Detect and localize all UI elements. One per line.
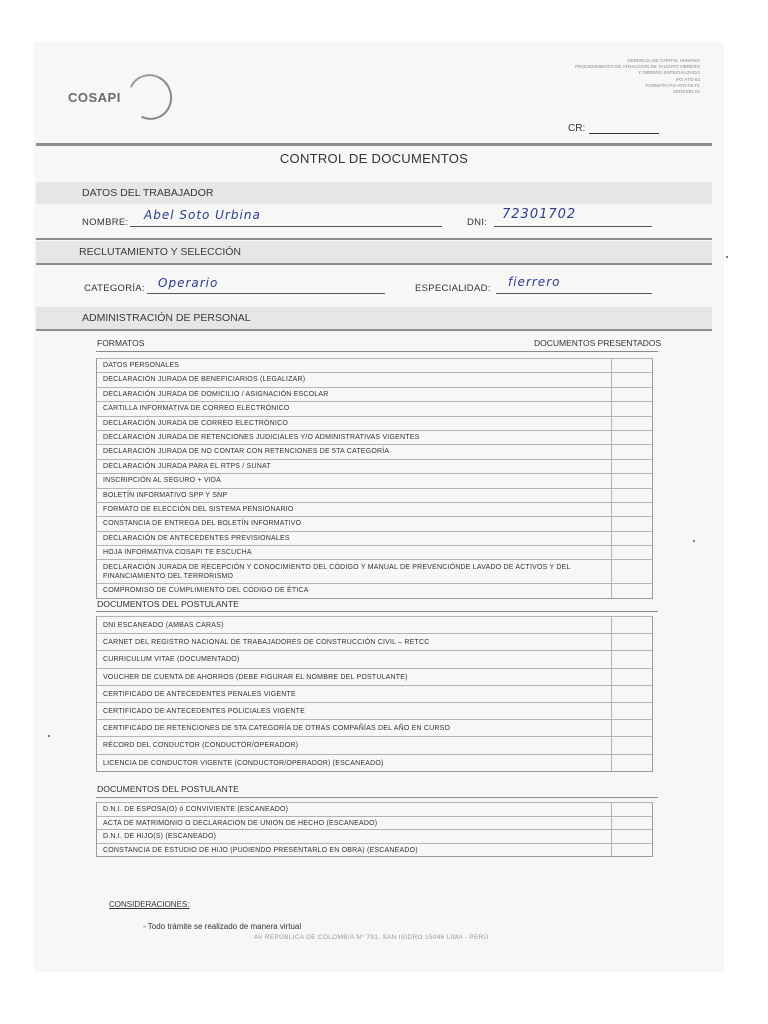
table-row	[97, 488, 652, 502]
consideraciones-label: CONSIDERACIONES:	[109, 900, 190, 909]
company-logo	[68, 72, 178, 122]
table-row	[97, 754, 652, 771]
scan-speck	[693, 540, 695, 542]
document-name: HOJA INFORMATIVA COSAPI TE ESCUCHA	[103, 549, 252, 557]
document-name: DECLARACIÓN JURADA DE NO CONTAR CON RETENCIONES DE 5TA CATEGORÍA	[103, 448, 390, 456]
presented-cell[interactable]	[612, 720, 652, 736]
presented-cell[interactable]	[612, 532, 652, 545]
nombre-value: Abel Soto Urbina	[144, 208, 261, 222]
especialidad-label: ESPECIALIDAD:	[415, 283, 491, 294]
presented-cell[interactable]	[612, 584, 652, 597]
table-row	[97, 516, 652, 530]
document-name: DECLARACIÓN JURADA DE RETENCIONES JUDICIALES Y/O ADMINISTRATIVAS VIGENTES	[103, 433, 420, 441]
dni-label: DNI:	[467, 217, 488, 228]
presented-cell[interactable]	[612, 844, 652, 857]
postulante-title-2: DOCUMENTOS DEL POSTULANTE	[97, 784, 239, 794]
presented-cell[interactable]	[612, 445, 652, 458]
document-name: CARNET DEL REGISTRO NACIONAL DE TRABAJADORES DE CONSTRUCCIÓN CIVIL – RETCC	[103, 639, 430, 647]
presented-cell[interactable]	[612, 703, 652, 719]
document-name: INSCRIPCIÓN AL SEGURO + VIDA	[103, 477, 221, 485]
metadata-line: Y OBRERO ESPECIALIZADO	[638, 70, 700, 76]
presented-cell[interactable]	[612, 830, 652, 843]
presented-cell[interactable]	[612, 373, 652, 386]
document-name: DECLARACIÓN DE ANTECEDENTES PREVISIONALES	[103, 534, 290, 542]
document-name: CERTIFICADO DE ANTECEDENTES PENALES VIGENTE	[103, 690, 296, 698]
metadata-line: GERENCIA DE CAPITAL HUMANO	[626, 58, 700, 63]
divider	[96, 351, 658, 352]
table-row	[97, 816, 652, 830]
table-row	[97, 616, 652, 633]
presented-cell[interactable]	[612, 651, 652, 667]
cr-line	[589, 123, 659, 134]
presented-cell[interactable]	[612, 546, 652, 559]
company-name: COSAPI	[68, 90, 121, 105]
presented-cell[interactable]	[612, 686, 652, 702]
document-name: VOUCHER DE CUENTA DE AHORROS (DEBE FIGURAR EL NOMBRE DEL POSTULANTE)	[103, 673, 408, 681]
divider	[96, 797, 658, 798]
formatos-table	[96, 358, 653, 599]
presented-cell[interactable]	[612, 474, 652, 487]
document-name: DECLARACIÓN JURADA PARA EL RTPS / SUNAT	[103, 462, 271, 470]
table-row	[97, 802, 652, 816]
consideracion-item: - Todo trámite se realizado de manera virtual	[143, 922, 302, 931]
dni-value: 72301702	[502, 207, 577, 222]
presented-cell[interactable]	[612, 634, 652, 650]
table-row	[97, 829, 652, 843]
document-metadata	[540, 58, 700, 95]
postulante-title-1: DOCUMENTOS DEL POSTULANTE	[97, 599, 239, 609]
document-name: CERTIFICADO DE RETENCIONES DE 5TA CATEGORÍA DE OTRAS COMPAÑÍAS DEL AÑO EN CURSO	[103, 725, 451, 733]
table-row	[97, 685, 652, 702]
presented-cell[interactable]	[612, 431, 652, 444]
presented-cell[interactable]	[612, 402, 652, 415]
document-name: CARTILLA INFORMATIVA DE CORREO ELECTRÓNICO	[103, 405, 290, 413]
presented-cell[interactable]	[612, 737, 652, 753]
presented-cell[interactable]	[612, 517, 652, 530]
metadata-line: VERSIÓN 01	[672, 89, 700, 95]
table-row	[97, 358, 652, 372]
document-name: FORMATO DE ELECCIÓN DEL SISTEMA PENSIONARIO	[103, 505, 294, 513]
document-name: CONSTANCIA DE ESTUDIO DE HIJO (PUDIENDO PRESENTARLO EN OBRA) (ESCANEADO)	[103, 846, 418, 854]
table-row	[97, 416, 652, 430]
presented-cell[interactable]	[612, 388, 652, 401]
table-row	[97, 650, 652, 667]
document-name: RÉCORD DEL CONDUCTOR (CONDUCTOR/OPERADOR)	[103, 742, 299, 750]
table-row	[97, 583, 652, 597]
divider	[36, 143, 712, 146]
postulante-table-2	[96, 802, 653, 857]
cr-field	[568, 123, 659, 134]
metadata-line: FORMATO PG-ATO-03-F1	[645, 82, 700, 88]
document-name: CONSTANCIA DE ENTREGA DEL BOLETÍN INFORMATIVO	[103, 520, 302, 528]
table-row	[97, 401, 652, 415]
document-name: DATOS PERSONALES	[103, 362, 180, 369]
document-name: CERTIFICADO DE ANTECEDENTES POLICIALES VIGENTE	[103, 707, 306, 715]
document-name: LICENCIA DE CONDUCTOR VIGENTE (CONDUCTOR/OPERADOR) (ESCANEADO)	[103, 759, 384, 767]
table-row	[97, 502, 652, 516]
table-row	[97, 372, 652, 386]
logo-arc-icon	[121, 68, 178, 126]
presented-cell[interactable]	[612, 359, 652, 372]
presented-cell[interactable]	[612, 817, 652, 830]
table-row	[97, 559, 652, 583]
document-name: D.N.I. DE ESPOSA(O) ó CONVIVIENTE (ESCANEADO)	[103, 806, 289, 813]
cr-label: CR:	[568, 123, 586, 134]
metadata-line: PG-ATO-03	[676, 76, 700, 82]
table-row	[97, 843, 652, 857]
presented-cell[interactable]	[612, 560, 652, 583]
column-documentos-presentados: DOCUMENTOS PRESENTADOS	[534, 338, 662, 348]
table-row	[97, 719, 652, 736]
presented-cell[interactable]	[612, 617, 652, 633]
table-row	[97, 702, 652, 719]
section-administracion: ADMINISTRACIÓN DE PERSONAL	[36, 307, 712, 329]
table-row	[97, 736, 652, 753]
document-name: COMPROMISO DE CUMPLIMIENTO DEL CÓDIGO DE ÉTICA	[103, 587, 309, 595]
metadata-line: PROCEDIMIENTO DE ATRACCIÓN DE TALENTO OBRERO	[575, 64, 700, 70]
presented-cell[interactable]	[612, 460, 652, 473]
document-name: DECLARACIÓN JURADA DE BENEFICIARIOS (LEGALIZAR)	[103, 376, 306, 384]
table-row	[97, 459, 652, 473]
document-name: CURRICULUM VITAE (DOCUMENTADO)	[103, 656, 240, 664]
presented-cell[interactable]	[612, 803, 652, 816]
document-name: ACTA DE MATRIMONIO O DECLARACION DE UNION DE HECHO (ESCANEADO)	[103, 819, 378, 827]
document-name: DNI ESCANEADO (AMBAS CARAS)	[103, 622, 224, 629]
table-row	[97, 668, 652, 685]
scan-speck	[48, 735, 50, 737]
column-formatos: FORMATOS	[97, 338, 145, 348]
presented-cell[interactable]	[612, 503, 652, 516]
document-name: DECLARACIÓN JURADA DE CORREO ELECTRÓNICO	[103, 419, 288, 427]
section-reclutamiento: RECLUTAMIENTO Y SELECCIÓN	[36, 241, 712, 263]
divider	[36, 263, 712, 265]
divider	[96, 611, 658, 612]
table-row	[97, 430, 652, 444]
postulante-table-1	[96, 616, 653, 772]
document-name: D.N.I. DE HIJO(S) (ESCANEADO)	[103, 833, 217, 840]
document-name: DECLARACIÓN JURADA DE DOMICILIO / ASIGNACIÓN ESCOLAR	[103, 390, 329, 398]
especialidad-value: fierrero	[508, 275, 561, 289]
page-title: CONTROL DE DOCUMENTOS	[279, 151, 469, 166]
document-name: DECLARACIÓN JURADA DE RECEPCIÓN Y CONOCIMIENTO DEL CÓDIGO Y MANUAL DE PREVENCIÓNDE LAVADO DE ACTIVOS Y DEL FINANCIAMIENTO DEL TERRORISMO	[103, 564, 571, 581]
document-name: BOLETÍN INFORMATIVO SPP Y SNP	[103, 491, 228, 499]
table-row	[97, 531, 652, 545]
table-row	[97, 387, 652, 401]
categoria-label: CATEGORÍA:	[84, 283, 145, 294]
nombre-label: NOMBRE:	[82, 217, 129, 228]
divider	[36, 329, 712, 331]
presented-cell[interactable]	[612, 669, 652, 685]
presented-cell[interactable]	[612, 489, 652, 502]
table-row	[97, 473, 652, 487]
table-row	[97, 633, 652, 650]
presented-cell[interactable]	[612, 755, 652, 771]
table-row	[97, 444, 652, 458]
company-address: AV REPÚBLICA DE COLOMBIA N° 791, SAN ISIDRO 15046 LIMA - PERÚ	[254, 934, 489, 941]
categoria-value: Operario	[158, 276, 219, 290]
scan-speck	[726, 256, 728, 258]
section-datos-trabajador: DATOS DEL TRABAJADOR	[36, 182, 712, 204]
presented-cell[interactable]	[612, 417, 652, 430]
divider	[36, 238, 712, 240]
table-row	[97, 545, 652, 559]
